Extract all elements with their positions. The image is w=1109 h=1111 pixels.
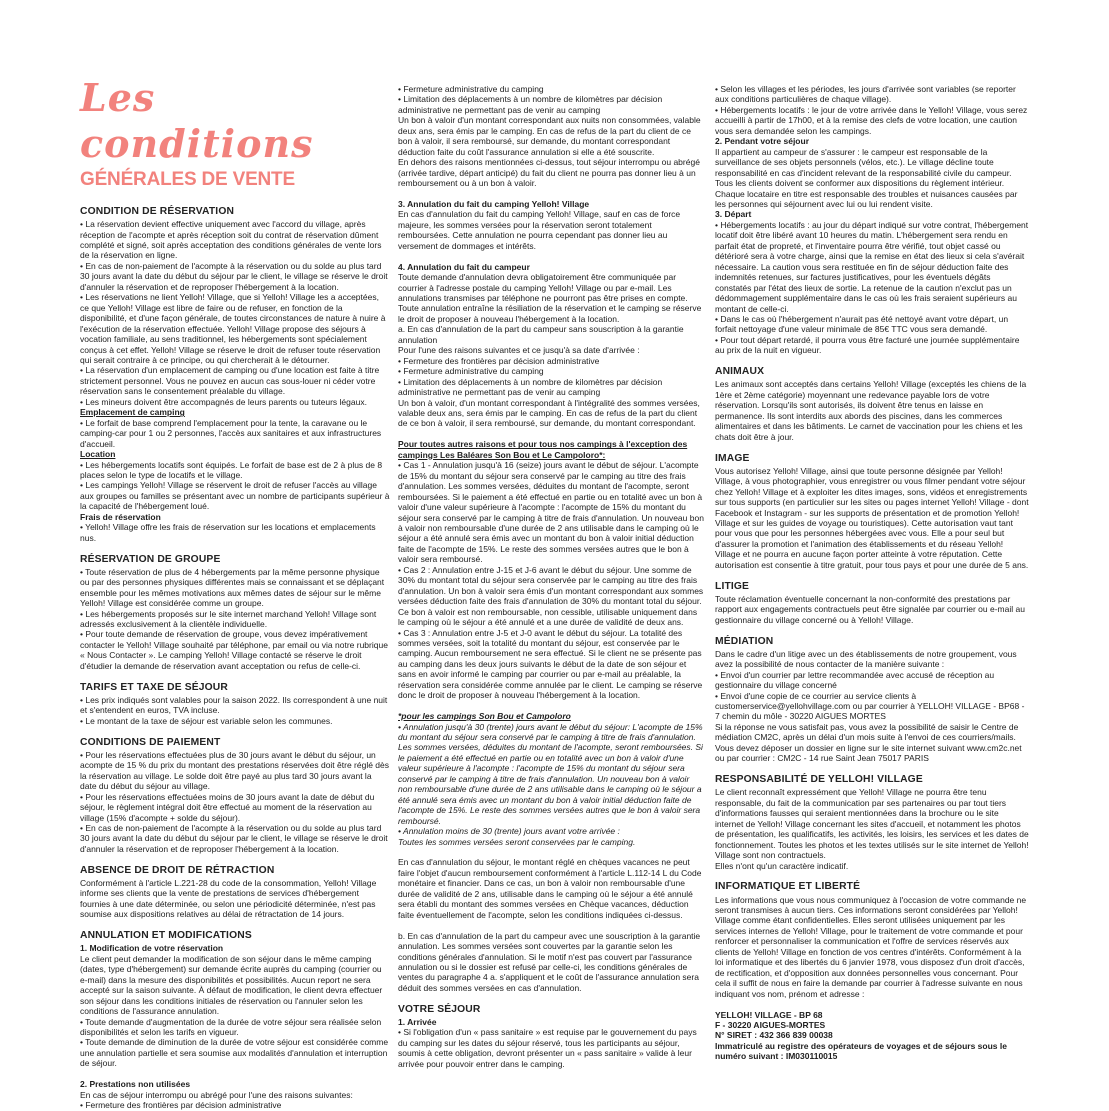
paragraph: • Pour tout départ retardé, il pourra vous être facturé une journée supplémentaire au prix de la nuit en vigueur. bbox=[715, 334, 1020, 356]
column-right bbox=[715, 84, 1029, 1062]
spacer bbox=[398, 847, 704, 857]
paragraph: • Toute demande de diminution de la durée de votre séjour est considérée comme une annulation partielle et sera soumise aux modalités d'annulation et interruption de séjour. bbox=[80, 1037, 389, 1069]
section-heading: ANNULATION ET MODIFICATIONS bbox=[80, 930, 252, 942]
sub-heading-underlined: Pour toutes autres raisons et pour tous nos campings à l'exception des campings Les Baléares Son Bou et Le Campoloro*: bbox=[398, 439, 688, 460]
paragraph: • Les hébergements locatifs sont équipés. Le forfait de base est de 2 à plus de 8 places selon le type de locatifs et le village. bbox=[80, 459, 383, 480]
sub-heading: 2. Prestations non utilisées bbox=[80, 1079, 191, 1090]
section-heading: INFORMATIQUE ET LIBERTÉ bbox=[715, 881, 861, 893]
spacer bbox=[398, 920, 704, 930]
paragraph: • Les réservations ne lient Yelloh! Village, que si Yelloh! Village les a acceptées, ce que Yelloh! Village est libre de faire ou de refuser, en fonction de la disponibilité, et d'une façon générale, de toutes circonstances de nature à nuire à l'exécution de la réservation effectuée. Yelloh! Village propose des séjours à vocation familiale, au sens traditionnel, les hébergements sont spécialement conçus à cet effet. Yelloh! Village se réserve le droit de refuser toute réservation qui serait contraire à ce principe, ou qui chercherait à le détourner. bbox=[80, 292, 386, 365]
paragraph: • Cas 1 - Annulation jusqu'à 16 (seize) jours avant le début de séjour. L'acompte de 15% du montant du séjour sera conservé par le camping au titre des frais d'annulation. Les sommes versées, déduites du montant de l'acompte, seront remboursées. Si le paiement a été effectué en partie ou en totalité avec un bon à valoir d'une valeur supérieure à l'acompte : l'acompte de 15% du montant du séjour sera conservé par le camping à titre de frais d'annulation. Un nouveau bon à valoir non remboursable d'une durée de 2 ans utilisable dans le camping où le séjour a été annulé sera émis avec un montant du bon à valoir initial déduction faite de l'acompte de 15%. Le reste des sommes versées autres que le bon à valoir sera remboursé. bbox=[398, 460, 704, 565]
section-heading: ANIMAUX bbox=[715, 366, 765, 378]
section-heading: RESPONSABILITÉ DE YELLOH! VILLAGE bbox=[715, 774, 923, 786]
paragraph: En cas d'annulation du séjour, le montant réglé en chèques vacances ne peut faire l'objet d'aucun remboursement conformément à l'article L.112-14 L du Code monétaire et financier. Dans ce cas, un bon à valoir non remboursable d'une durée de validité de 2 ans, utilisable dans le camping où le séjour a été annulé sera établi du montant des sommes versées en Chèque vacances, déduction faite éventuellement de l'acompte, selon les conditions indiquées ci-dessus. bbox=[398, 857, 702, 920]
page-title: Les conditions bbox=[80, 75, 314, 166]
paragraph: • En cas de non-paiement de l'acompte à la réservation ou du solde au plus tard 30 jours avant la date du début du séjour par le client, le village se réserve le droit d'annuler la réservation et de reproposer l'hébergement à la location. bbox=[80, 822, 388, 854]
section-heading: ABSENCE DE DROIT DE RÉTRACTION bbox=[80, 864, 275, 876]
paragraph: • En cas de non-paiement de l'acompte à la réservation ou du solde au plus tard 30 jours avant la date du début du séjour par le client, le village se réserve le droit d'annuler la réservation et de reproposer l'hébergement à la location. bbox=[80, 260, 388, 292]
section-heading: CONDITIONS DE PAIEMENT bbox=[80, 736, 221, 748]
sub-heading: 2. Pendant votre séjour bbox=[715, 136, 809, 147]
spacer bbox=[398, 429, 704, 439]
sub-heading: 3. Annulation du fait du camping Yelloh! Village bbox=[398, 198, 590, 209]
spacer bbox=[398, 189, 704, 199]
paragraph: Les informations que vous nous communiquez à l'occasion de votre commande ne seront transmises à aucun tiers. Ces informations seront considérées par Yelloh! Village comme étant confidentielles. Elles seront utilisées uniquement par les services internes de Yelloh! Village, pour le traitement de votre commande et pour renforcer et personnaliser la communication et l'offre de services réservés aux clients de Yelloh! Village en fonction de vos centres d'intérêts. Conformément à la loi informatique et des libertés du 6 janvier 1978, vous disposez d'un droit d'accès, de rectification, et d'opposition aux données personnelles vous concernant. Pour cela il suffit de nous en faire la demande par courrier à l'adresse suivante en nous indiquant vos nom, prénom et adresse : bbox=[715, 894, 1027, 999]
paragraph: En cas de séjour interrompu ou abrégé pour l'une des raisons suivantes: bbox=[80, 1089, 353, 1100]
sub-heading-underlined: Emplacement de camping bbox=[80, 407, 185, 418]
paragraph-italic: • Annulation jusqu'à 30 (trente) jours avant le début du séjour: L'acompte de 15% du montant du séjour sera conservé par le camping à titre de frais d'annulation. Les sommes versées, déduites du montant de l'acompte, seront remboursées. Si le paiement a été effectué en partie ou en totalité avec un bon à valoir d'une valeur supérieure à l'acompte : l'acompte de 15% du montant du séjour sera conservé par le camping à titre de frais d'annulation. Un nouveau bon à valoir non remboursable d'une durée de 2 ans utilisable dans le camping où le séjour a été annulé sera émis avec un montant du bon à valoir initial déduction faite de l'acompte de 15%. Le reste des sommes versées autres que le bon à valoir sera remboursé. bbox=[398, 721, 703, 826]
paragraph: • Selon les villages et les périodes, les jours d'arrivée sont variables (se reporter aux conditions particulières de chaque village). bbox=[715, 84, 1016, 105]
section-heading: IMAGE bbox=[715, 452, 750, 464]
paragraph: Dans le cadre d'un litige avec un des établissements de notre groupement, vous avez la possibilité de nous contacter de la manière suivante : bbox=[715, 648, 1017, 670]
paragraph: Toute réclamation éventuelle concernant la non-conformité des prestations par rapport aux engagements contractuels peut être signalée par courrier ou e-mail au gestionnaire du village concerné ou à Yelloh! Village. bbox=[715, 593, 1025, 625]
paragraph: Le client peut demander la modification de son séjour dans le même camping (dates, type d'hébergement) sur demande écrite auprès du camping (courrier ou e-mail) dans la mesure des disponibilités et possibilités. Aucun report ne sera accepté sur la saison suivante. À défaut de modification, le client devra effectuer son séjour dans les conditions initiales de réservation ou l'annuler selon les conditions de l'assurance annulation. bbox=[80, 953, 383, 1017]
paragraph-italic: Toutes les sommes versées seront conservées par le camping. bbox=[398, 836, 636, 847]
paragraph-italic: • Annulation moins de 30 (trente) jours avant votre arrivée : bbox=[398, 826, 620, 837]
spacer bbox=[80, 1069, 390, 1079]
sub-heading: 4. Annulation du fait du campeur bbox=[398, 261, 530, 272]
paragraph: • Toute demande d'augmentation de la durée de votre séjour sera réalisée selon disponibilités et selon les tarifs en vigueur. bbox=[80, 1016, 382, 1037]
sub-heading: YELLOH! VILLAGE - BP 68 bbox=[715, 1009, 823, 1020]
section-heading: MÉDIATION bbox=[715, 635, 774, 647]
paragraph: • Si l'obligation d'un « pass sanitaire » est requise par le gouvernement du pays du camping sur les dates du séjour réservé, tous les participants au séjour, soumis à cette obligation, devront présenter un « pass sanitaire » valide à leur arrivée pour pouvoir entrer dans le camping. bbox=[398, 1027, 697, 1069]
spacer bbox=[715, 999, 1029, 1009]
paragraph: Un bon à valoir, d'un montant correspondant à l'intégralité des sommes versées, valable deux ans, sera émis par le camping. En cas de refus de la part du client de ce bon à valoir, il sera remboursé, sur demande, du montant correspondant. bbox=[398, 397, 700, 429]
paragraph: • Pour toute demande de réservation de groupe, vous devez impérativement contacter le Yelloh! Village souhaité par téléphone, par email ou via notre rubrique « Nous Contacter ». Le camping Yelloh! Village contacté se réserve le droit d'étudier la demande de réservation avant acceptation ou refus de celle-ci. bbox=[80, 629, 388, 671]
sub-heading: Frais de réservation bbox=[80, 511, 161, 522]
section-heading: LITIGE bbox=[715, 580, 750, 592]
paragraph: Les animaux sont acceptés dans certains Yelloh! Village (exceptés les chiens de la 1ère et 2ème catégorie) moyennant une redevance payable lors de votre réservation. Lorsqu'ils sont autorisés, ils doivent être tenus en laisse en permanence. Ils sont interdits aux abords des piscines, dans les commerces alimentaires et dans les bâtiments. Le carnet de vaccination pour les chiens et les chats doit être à jour. bbox=[715, 379, 1027, 442]
paragraph: b. En cas d'annulation de la part du campeur avec une souscription à la garantie annulation. Les sommes versées sont couvertes par la garantie selon les conditions générales d'annulation. Si le motif n'est pas couvert par l'assurance annulation ou si le dossier est refusé par celle-ci, les conditions générales de ventes du paragraphe 4 a. s'appliquent et le coût de l'assurance annulation sera déduit des sommes versées en cas d'annulation. bbox=[398, 930, 701, 993]
sub-heading: 1. Modification de votre réservation bbox=[80, 943, 224, 954]
paragraph: • Fermeture administrative du camping bbox=[398, 366, 544, 377]
paragraph: • Les hébergements proposés sur le site internet marchand Yelloh! Village sont adressés exclusivement à la clientèle individuelle. bbox=[80, 608, 377, 629]
paragraph: • Envoi d'un courrier par lettre recommandée avec accusé de réception au gestionnaire du village concerné bbox=[715, 669, 995, 691]
paragraph: • Le montant de la taxe de séjour est variable selon les communes. bbox=[80, 715, 333, 726]
paragraph: Si la réponse ne vous satisfait pas, vous avez la possibilité de saisir le Centre de médiation CM2C, après un délai d'un mois suite à l'envoi de ces courriers/mails. Vous devez déposer un dossier en ligne sur le site internet suivant www.cm2c.net ou par courrier : CM2C - 14 rue Saint Jean 75017 PARIS bbox=[715, 721, 1022, 764]
paragraph: Conformément à l'article L.221-28 du code de la consommation, Yelloh! Village informe ses clients que la vente de prestations de services d'hébergement fournies à une date déterminée, ou selon une périodicité déterminée, n'est pas soumise aux dispositions relatives au délai de rétractation de 14 jours. bbox=[80, 877, 377, 920]
paragraph: Vous autorisez Yelloh! Village, ainsi que toute personne désignée par Yelloh! Village, à vous photographier, vous enregistrer ou vous filmer pendant votre séjour chez Yelloh! Village et à exploiter les dites images, sons, vidéos et enregistrements sur tous supports (en particulier sur les sites ou pages internet Yelloh! Village - dont Facebook et Instagram - sur les supports de présentation et de promotion Yelloh! Village et sur les guides de voyage ou touristiques). Cette autorisation vaut tant pour vous que pour les personnes hébergées avec vous. Elle a pour seul but d'assurer la promotion et l'animation des établissements et du réseau Yelloh! Village et ne pourra en aucune façon porter atteinte à votre réputation. Cette autorisation est consentie à titre gratuit, pour tous pays et pour une durée de 5 ans. bbox=[715, 465, 1029, 570]
sub-heading-underlined: Location bbox=[80, 449, 116, 460]
paragraph: • La réservation devient effective uniquement avec l'accord du village, après réception de l'acompte et après réception soit du contrat de réservation dûment complété et signé, soit après acceptation des conditions générales de vente lors de la réservation en ligne. bbox=[80, 219, 382, 261]
section-heading: RÉSERVATION DE GROUPE bbox=[80, 553, 221, 565]
paragraph: En cas d'annulation du fait du camping Yelloh! Village, sauf en cas de force majeure, les sommes versées pour la réservation seront totalement remboursées. Cette annulation ne pourra cependant pas donner lieu au versement de dommages et intérêts. bbox=[398, 209, 681, 251]
paragraph: • Pour les réservations effectuées plus de 30 jours avant le début du séjour, un acompte de 15 % du prix du montant des prestations réservées doit être réglé dès la réservation au village. Le solde doit être payé au plus tard 30 jours avant la date du début du séjour au village. bbox=[80, 749, 390, 792]
paragraph: • Les prix indiqués sont valables pour la saison 2022. Ils correspondent à une nuit et s'entendent en euros, TVA incluse. bbox=[80, 694, 388, 716]
section-heading: VOTRE SÉJOUR bbox=[398, 1003, 481, 1015]
paragraph: • Les campings Yelloh! Village se réservent le droit de refuser l'accès au village aux groupes ou familles se présentant avec un nombre de participants supérieur à la capacité de l'hébergement loué. bbox=[80, 480, 390, 512]
paragraph: • Hébergements locatifs : au jour du départ indiqué sur votre contrat, l'hébergement locatif doit être libéré avant 10 heures du matin. L'hébergement sera rendu en parfait état de propreté, et l'inventaire pourra être vérifié, tout objet cassé ou détérioré sera à votre charge, ainsi que la remise en état des lieux si cela s'avérait nécessaire. La caution vous sera restituée en fin de séjour déduction faite des indemnités retenues, sur factures justificatives, pour les éventuels dégâts constatés par l'état des lieux de sortie. La retenue de la caution n'exclut pas un dédommagement supplémentaire dans le cas où les frais seraient supérieurs au montant de celle-ci. bbox=[715, 219, 1029, 314]
paragraph: • Envoi d'une copie de ce courrier au service clients à customerservice@yellohvillage.com ou par courrier à YELLOH! VILLAGE - BP68 - 7 chemin du môle - 30220 AIGUES MORTES bbox=[715, 690, 1025, 722]
paragraph: • Fermeture administrative du camping bbox=[398, 84, 544, 94]
paragraph: • Les mineurs doivent être accompagnés de leurs parents ou tuteurs légaux. bbox=[80, 396, 367, 407]
paragraph: a. En cas d'annulation de la part du campeur sans souscription à la garantie annulation bbox=[398, 324, 684, 345]
paragraph: • Dans le cas où l'hébergement n'aurait pas été nettoyé avant votre départ, un forfait nettoyage d'une valeur minimale de 85€ TTC vous sera demandé. bbox=[715, 313, 1009, 335]
section-heading: TARIFS ET TAXE DE SÉJOUR bbox=[80, 681, 228, 693]
section-heading: CONDITION DE RÉSERVATION bbox=[80, 206, 235, 217]
paragraph: • Fermeture des frontières par décision administrative bbox=[398, 355, 600, 366]
paragraph: Toute demande d'annulation devra obligatoirement être communiquée par courrier à l'adresse postale du camping Yelloh! Village ou par e-mail. Les annulations transmises par téléphone ne pourront pas être prises en compte. Toute annulation entraîne la résiliation de la réservation et le camping se réserve le droit de proposer à nouveau l'hébergement à la location. bbox=[398, 272, 702, 324]
paragraph: • Limitation des déplacements à un nombre de kilomètres par décision administrative ne permettant pas de venir au camping bbox=[398, 376, 663, 398]
column-middle bbox=[398, 84, 704, 1069]
paragraph: En dehors des raisons mentionnées ci-dessus, tout séjour interrompu ou abrégé (arrivée tardive, départ anticipé) du fait du client ne pourra pas donner lieu à un remboursement ou à un bon à valoir. bbox=[398, 157, 700, 189]
paragraph: Le client reconnaît expressément que Yelloh! Village ne pourra être tenu responsable, du fait de la communication par ses partenaires ou par tout tiers d'informations fausses qui seraient mentionnées dans la brochure ou le site internet de Yelloh! Village concernant les sites d'accueil, et notamment les photos de présentation, les qualificatifs, les activités, les loisirs, les services et les dates de fonctionnement. Toutes les photos et les textes utilisés sur le site internet de Yelloh! Village sont non contractuels. bbox=[715, 787, 1029, 861]
sub-heading: 1. Arrivée bbox=[398, 1016, 437, 1027]
sub-heading: Immatriculé au registre des opérateurs de voyages et de séjours sous le numéro suivant : IM030110015 bbox=[715, 1040, 1007, 1062]
paragraph: • Toute réservation de plus de 4 hébergements par la même personne physique ou par des personnes physiques différentes mais se connaissant et se déplaçant ensemble pour les mêmes motivations aux mêmes dates de séjour sur le même Yelloh! Village est considérée comme un groupe. bbox=[80, 566, 385, 609]
spacer bbox=[398, 251, 704, 261]
paragraph: • Hébergements locatifs : le jour de votre arrivée dans le Yelloh! Village, vous serez accueilli à partir de 17h00, et à la remise des clefs de votre location, une caution vous sera demandée selon les campings. bbox=[715, 104, 1028, 136]
paragraph: • Le forfait de base comprend l'emplacement pour la tente, la caravane ou le camping-car pour 1 ou 2 personnes, l'accès aux sanitaires et aux infrastructures d'accueil. bbox=[80, 417, 382, 449]
paragraph: • La réservation d'un emplacement de camping ou d'une location est faite à titre strictement personnel. Vous ne pouvez en aucun cas sous-louer ni céder votre réservation sans le consentement préalable du village. bbox=[80, 365, 380, 397]
sub-heading: F - 30220 AIGUES-MORTES bbox=[715, 1019, 826, 1030]
paragraph: • Cas 2 : Annulation entre J-15 et J-6 avant le début du séjour. Une somme de 30% du montant total du séjour sera conservée par le camping au titre des frais d'annulation. Un bon à valoir sera émis d'un montant correspondant aux sommes versées déduction faite des frais d'annulation de 30% du montant total du séjour. Ce bon à valoir est non remboursable, non cessible, utilisable uniquement dans le camping où le séjour a été annulé et a une durée de validité de deux ans. bbox=[398, 564, 704, 628]
paragraph: • Yelloh! Village offre les frais de réservation sur les locations et emplacements nus. bbox=[80, 522, 376, 543]
sub-heading: N° SIRET : 432 366 839 00038 bbox=[715, 1030, 833, 1041]
sub-heading: 3. Départ bbox=[715, 209, 752, 220]
paragraph: Pour l'une des raisons suivantes et ce jusqu'à sa date d'arrivée : bbox=[398, 345, 640, 356]
paragraph: • Limitation des déplacements à un nombre de kilomètres par décision administrative ne permettant pas de venir au camping bbox=[398, 94, 663, 115]
spacer bbox=[398, 701, 704, 711]
sub-heading-italic: *pour les campings Son Bou et Campoloro bbox=[398, 711, 571, 722]
paragraph: Un bon à valoir d'un montant correspondant aux nuits non consommées, valable deux ans, sera émis par le camping. En cas de refus de la part du client de ce bon à valoir, il sera remboursé, sur demande, du montant correspondant déduction faite du coût l'assurance annulation si elle a été souscrite. bbox=[398, 115, 701, 157]
page-subtitle: GÉNÉRALES DE VENTE bbox=[80, 169, 295, 190]
paragraph: Elles n'ont qu'un caractère indicatif. bbox=[715, 860, 849, 871]
paragraph: • Cas 3 : Annulation entre J-5 et J-0 avant le début du séjour. La totalité des sommes versées, soit la totalité du montant du séjour, est conservée par le camping. Aucun remboursement ne sera effectué. Si le client ne se présente pas au camping dans les deux jours suivants le début de la date de son séjour et sans en avoir informé le camping par courrier ou par e-mail au préalable, la réservation sera considérée comme annulée par le client. Le camping se réserve donc le droit de proposer à nouveau l'hébergement à la location. bbox=[398, 627, 703, 701]
paragraph: • Pour les réservations effectuées moins de 30 jours avant la date de début du séjour, le règlement intégral doit être effectué au moment de la réservation au village (15% d'acompte + solde du séjour). bbox=[80, 791, 375, 823]
column-left bbox=[80, 75, 390, 1111]
paragraph: Il appartient au campeur de s'assurer : le campeur est responsable de la surveillance de ses objets personnels (vélos, etc.). Le village décline toute responsabilité en cas d'incident relevant de la responsabilité civile du campeur. Tous les clients doivent se conformer aux dispositions du règlement intérieur. Chaque locataire en titre est responsable des troubles et nuisances causées par les personnes qui séjournent avec lui ou lui rendent visite. bbox=[715, 146, 1018, 209]
paragraph: • Fermeture des frontières par décision administrative bbox=[80, 1100, 282, 1111]
